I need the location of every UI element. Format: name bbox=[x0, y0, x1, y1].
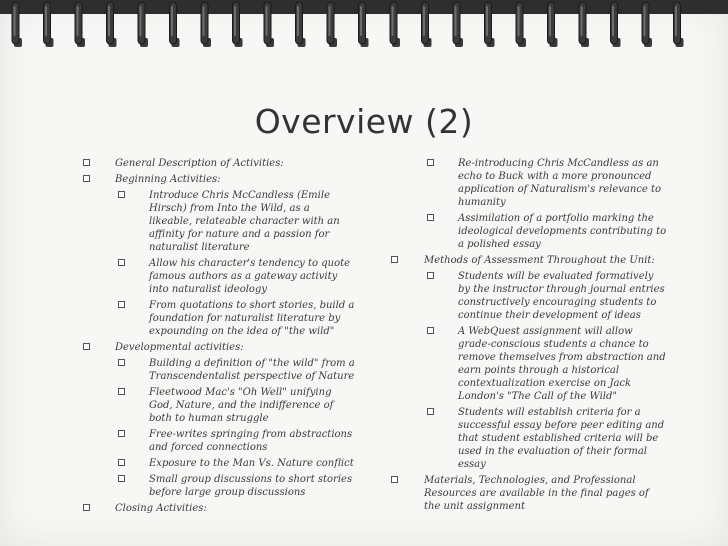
bullet-text: Small group discussions to short stories before large group discussions bbox=[149, 474, 353, 498]
bullet-item bbox=[80, 386, 355, 425]
bullet-item bbox=[80, 157, 355, 170]
right-column bbox=[388, 157, 668, 516]
bullet-item bbox=[388, 474, 668, 513]
bullet-text: Developmental activities: bbox=[115, 342, 244, 353]
bullet-square-icon bbox=[83, 343, 90, 350]
bullet-text: Introduce Chris McCandless (Emile Hirsch) from Into the Wild, as a likeable, relateable character with an affinity for nature and a passion for naturalist literature bbox=[149, 190, 340, 253]
bullet-item bbox=[388, 406, 668, 471]
bullet-item bbox=[80, 341, 355, 354]
left-column bbox=[80, 157, 355, 518]
bullet-text: A WebQuest assignment will allow grade-conscious students a chance to remove themselves from abstraction and earn points through a historical contextualization exercise on Jack London's "The Call of the Wild" bbox=[458, 326, 666, 402]
bullet-square-icon bbox=[83, 175, 90, 182]
bullet-item bbox=[80, 357, 355, 383]
bullet-square-icon bbox=[391, 476, 398, 483]
bullet-item bbox=[388, 212, 668, 251]
bullet-square-icon bbox=[83, 504, 90, 511]
bullet-square-icon bbox=[118, 430, 125, 437]
bullet-text: Building a definition of "the wild" from a Transcendentalist perspective of Nature bbox=[149, 358, 355, 382]
bullet-square-icon bbox=[427, 272, 434, 279]
bullet-square-icon bbox=[118, 301, 125, 308]
bullet-text: Exposure to the Man Vs. Nature conflict bbox=[149, 458, 354, 469]
bullet-item bbox=[388, 270, 668, 322]
bullet-item bbox=[80, 299, 355, 338]
bullet-text: Fleetwood Mac's "Oh Well" unifying God, Nature, and the indifference of both to human struggle bbox=[149, 387, 334, 424]
bullet-square-icon bbox=[427, 159, 434, 166]
bullet-square-icon bbox=[118, 475, 125, 482]
bullet-square-icon bbox=[118, 259, 125, 266]
bullet-square-icon bbox=[83, 159, 90, 166]
bullet-item bbox=[80, 428, 355, 454]
bullet-item bbox=[80, 189, 355, 254]
bullet-square-icon bbox=[118, 359, 125, 366]
bullet-text: Assimilation of a portfolio marking the ideological developments contributing to a polished essay bbox=[458, 213, 667, 250]
bullet-square-icon bbox=[391, 256, 398, 263]
bullet-item bbox=[80, 502, 355, 515]
bullet-text: Students will establish criteria for a successful essay before peer editing and that student established criteria will be used in the evaluation of their formal essay bbox=[458, 407, 665, 470]
bullet-item bbox=[80, 473, 355, 499]
bullet-text: Beginning Activities: bbox=[115, 174, 221, 185]
bullet-item bbox=[388, 325, 668, 403]
bullet-text: Re-introducing Chris McCandless as an echo to Buck with a more pronounced application of Naturalism's relevance to humanity bbox=[458, 158, 662, 208]
bullet-square-icon bbox=[427, 408, 434, 415]
bullet-square-icon bbox=[118, 388, 125, 395]
bullet-text: Methods of Assessment Throughout the Unit: bbox=[424, 255, 655, 266]
bullet-item bbox=[388, 157, 668, 209]
bullet-text: Free-writes springing from abstractions and forced connections bbox=[149, 429, 353, 453]
bullet-text: Allow his character's tendency to quote famous authors as a gateway activity into naturalist ideology bbox=[149, 258, 351, 295]
bullet-item bbox=[80, 457, 355, 470]
bullet-text: General Description of Activities: bbox=[115, 158, 284, 169]
bullet-square-icon bbox=[427, 327, 434, 334]
bullet-text: From quotations to short stories, build a foundation for naturalist literature by expounding on the idea of "the wild" bbox=[149, 300, 355, 337]
bullet-text: Materials, Technologies, and Professional Resources are available in the final pages of the unit assignment bbox=[424, 475, 649, 512]
bullet-text: Closing Activities: bbox=[115, 503, 207, 514]
spiral-binding bbox=[0, 0, 728, 60]
bullet-square-icon bbox=[118, 459, 125, 466]
bullet-text: Students will be evaluated formatively by the instructor through journal entries constructively encouraging students to continue their development of ideas bbox=[458, 271, 665, 321]
bullet-item bbox=[388, 254, 668, 267]
slide-title: Overview (2) bbox=[254, 102, 474, 141]
bullet-item bbox=[80, 173, 355, 186]
bullet-square-icon bbox=[118, 191, 125, 198]
bullet-item bbox=[80, 257, 355, 296]
bullet-square-icon bbox=[427, 214, 434, 221]
